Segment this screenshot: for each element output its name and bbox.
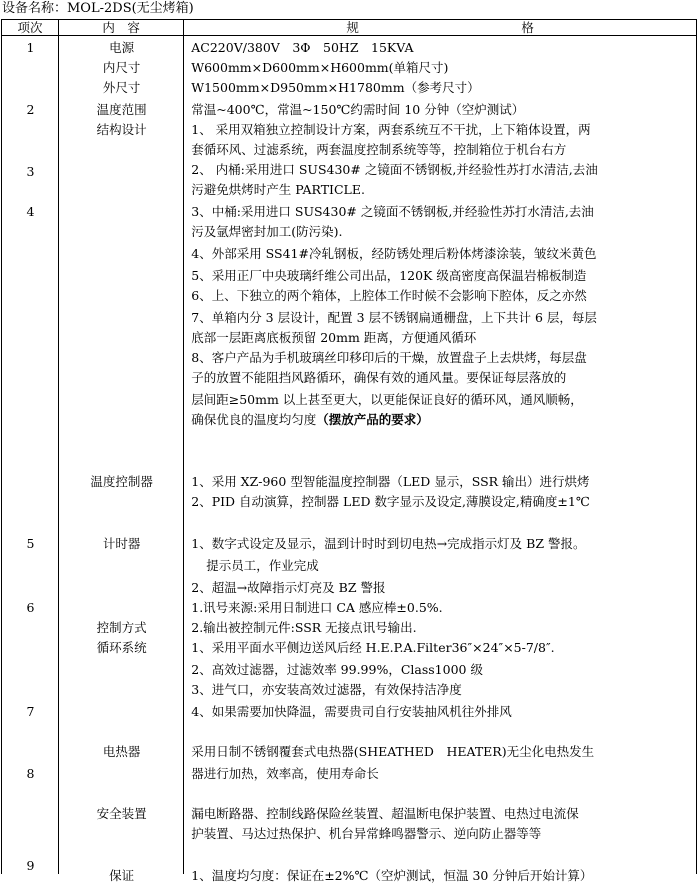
spec-table	[1, 19, 697, 883]
spec-heater-line: 器进行加热，效率高，使用寿命长	[191, 766, 379, 781]
spec-structure-line: 5、采用正厂中央玻璃纤维公司出品，120K 级高密度高保温岩棉板制造	[191, 268, 587, 283]
placement-requirement-note: （摆放产品的要求）	[316, 412, 429, 427]
spec-structure-line: 污避免烘烤时产生 PARTICLE.	[191, 182, 365, 197]
item-inner-size: 内尺寸	[102, 60, 141, 75]
row-number: 5	[26, 536, 35, 551]
row-number: 9	[26, 858, 35, 873]
item-timer: 计时器	[102, 536, 141, 551]
item-temp-controller: 温度控制器	[90, 474, 153, 489]
spec-structure-line: 2、 内桶:采用进口 SUS430# 之镜面不锈钢板,并经验性苏打水清洁,去油	[191, 162, 598, 177]
spec-circulation-line: 2、高效过滤器，过滤效率 99.99%，Class1000 级	[191, 662, 483, 677]
spec-structure-line: 子的放置不能阻挡风路循环，确保有效的通风量。要保证每层落放的	[191, 370, 567, 385]
spec-safety-line: 漏电断路器、控制线路保险丝装置、超温断电保护装置、电热过电流保	[191, 806, 579, 821]
spec-safety-line: 护装置、马达过热保护、机台异常蜂鸣器警示、逆向防止器等等	[191, 826, 542, 841]
spec-structure-line: 1、 采用双箱独立控制设计方案，两套系统互不干扰，上下箱体设置，两	[191, 122, 591, 137]
spec-power: AC220V/380V 3Φ 50HZ 15KVA	[191, 40, 414, 55]
spec-structure-line: 3、中桶:采用进口 SUS430# 之镜面不锈钢板,并经验性苏打水清洁,去油	[191, 204, 594, 219]
row-number: 6	[26, 600, 35, 615]
spec-structure-line: 层间距≥50mm 以上甚至更大，以更能保证良好的循环风，通风顺畅，	[191, 392, 583, 407]
no-column	[2, 36, 59, 875]
spec-circulation-line: 4、如果需要加快降温，需要贵司自行安装抽风机往外排风	[191, 704, 512, 719]
spec-structure-line: 8、客户产品为手机玻璃丝印移印后的干燥，放置盘子上去烘烤，每层盘	[191, 350, 587, 365]
spec-timer-line: 提示员工，作业完成	[206, 558, 319, 573]
spec-column	[184, 36, 697, 883]
col-header-no: 项次	[2, 20, 59, 36]
spec-circulation-line: 3、进气口，亦安装高效过滤器，有效保持洁净度	[191, 682, 462, 697]
spec-timer-line: 2、超温→故障指示灯亮及 BZ 警报	[191, 580, 386, 595]
item-temp-range: 温度范围	[96, 102, 147, 117]
item-outer-size: 外尺寸	[102, 80, 141, 95]
spec-circulation-line: 1、采用平面水平侧边送风后经 H.E.P.A.Filter36″×24″×5-7/8″.	[191, 640, 555, 655]
item-column	[59, 36, 184, 883]
spec-structure-line: 套循环风、过滤系统，两套温度控制系统等等，控制箱位于机台右方	[191, 142, 567, 157]
spec-controller-line: 1、采用 XZ-960 型智能温度控制器（LED 显示，SSR 输出）进行烘烤	[191, 474, 590, 489]
table-header-row	[2, 20, 697, 36]
item-guarantee: 保证	[109, 868, 135, 883]
spec-control-line: 1.讯号来源:采用日制进口 CA 感应棒±0.5%.	[191, 600, 443, 615]
spec-structure-line: 7、单箱内分 3 层设计，配置 3 层不锈钢扁通栅盘，上下共计 6 层，每层	[191, 310, 597, 325]
row-number: 7	[26, 704, 35, 719]
spec-outer-size: W1500mm×D950mm×H1780mm（参考尺寸）	[191, 80, 480, 95]
spec-heater-line: 采用日制不锈钢覆套式电热器(SHEATHED HEATER)无尘化电热发生	[191, 744, 595, 759]
item-control-mode: 控制方式	[96, 620, 147, 635]
spec-structure-line: 6、上、下独立的两个箱体，上腔体工作时候不会影响下腔体，反之亦然	[191, 288, 587, 303]
spec-structure-last-line	[191, 410, 429, 430]
spec-structure-line: 污及氩焊密封加工(防污染).	[191, 224, 343, 239]
item-heater: 电热器	[102, 744, 141, 759]
equipment-name-header: 设备名称：MOL-2DS(无尘烤箱)	[2, 1, 194, 16]
spec-control-line: 2.输出被控制元件:SSR 无接点讯号输出.	[191, 620, 417, 635]
row-number: 3	[26, 164, 35, 179]
item-power: 电源	[109, 40, 135, 55]
col-header-spec: 规 格	[184, 20, 697, 36]
spec-structure-line: 底部一层距离底板预留 20mm 距离，方便通风循环	[191, 330, 477, 345]
row-number: 8	[26, 766, 35, 781]
spec-guarantee: 1、温度均匀度：保证在±2%℃（空炉测试，恒温 30 分钟后开始计算）	[191, 868, 593, 883]
spec-structure-line: 4、外部采用 SS41#冷轧钢板，经防锈处理后粉体烤漆涂装，皱纹米黄色	[191, 246, 597, 261]
item-circulation: 循环系统	[96, 640, 147, 655]
table-body-row	[2, 36, 697, 875]
spec-controller-line: 2、PID 自动演算，控制器 LED 数字显示及设定,薄膜设定,精确度±1℃	[191, 494, 590, 509]
row-number: 1	[26, 40, 35, 55]
row-number: 4	[26, 204, 35, 219]
col-header-item: 内 容	[59, 20, 184, 36]
spec-inner-size: W600mm×D600mm×H600mm(单箱尺寸)	[191, 60, 449, 75]
item-structure: 结构设计	[96, 122, 147, 137]
spec-temp-range: 常温~400℃，常温~150℃约需时间 10 分钟（空炉测试）	[191, 102, 525, 117]
item-safety: 安全装置	[96, 806, 147, 821]
spec-timer-line: 1、数字式设定及显示，温到计时时到切电热→完成指示灯及 BZ 警报。	[191, 536, 586, 551]
spec-structure-line: 确保优良的温度均匀度	[191, 412, 317, 427]
row-number: 2	[26, 102, 35, 117]
